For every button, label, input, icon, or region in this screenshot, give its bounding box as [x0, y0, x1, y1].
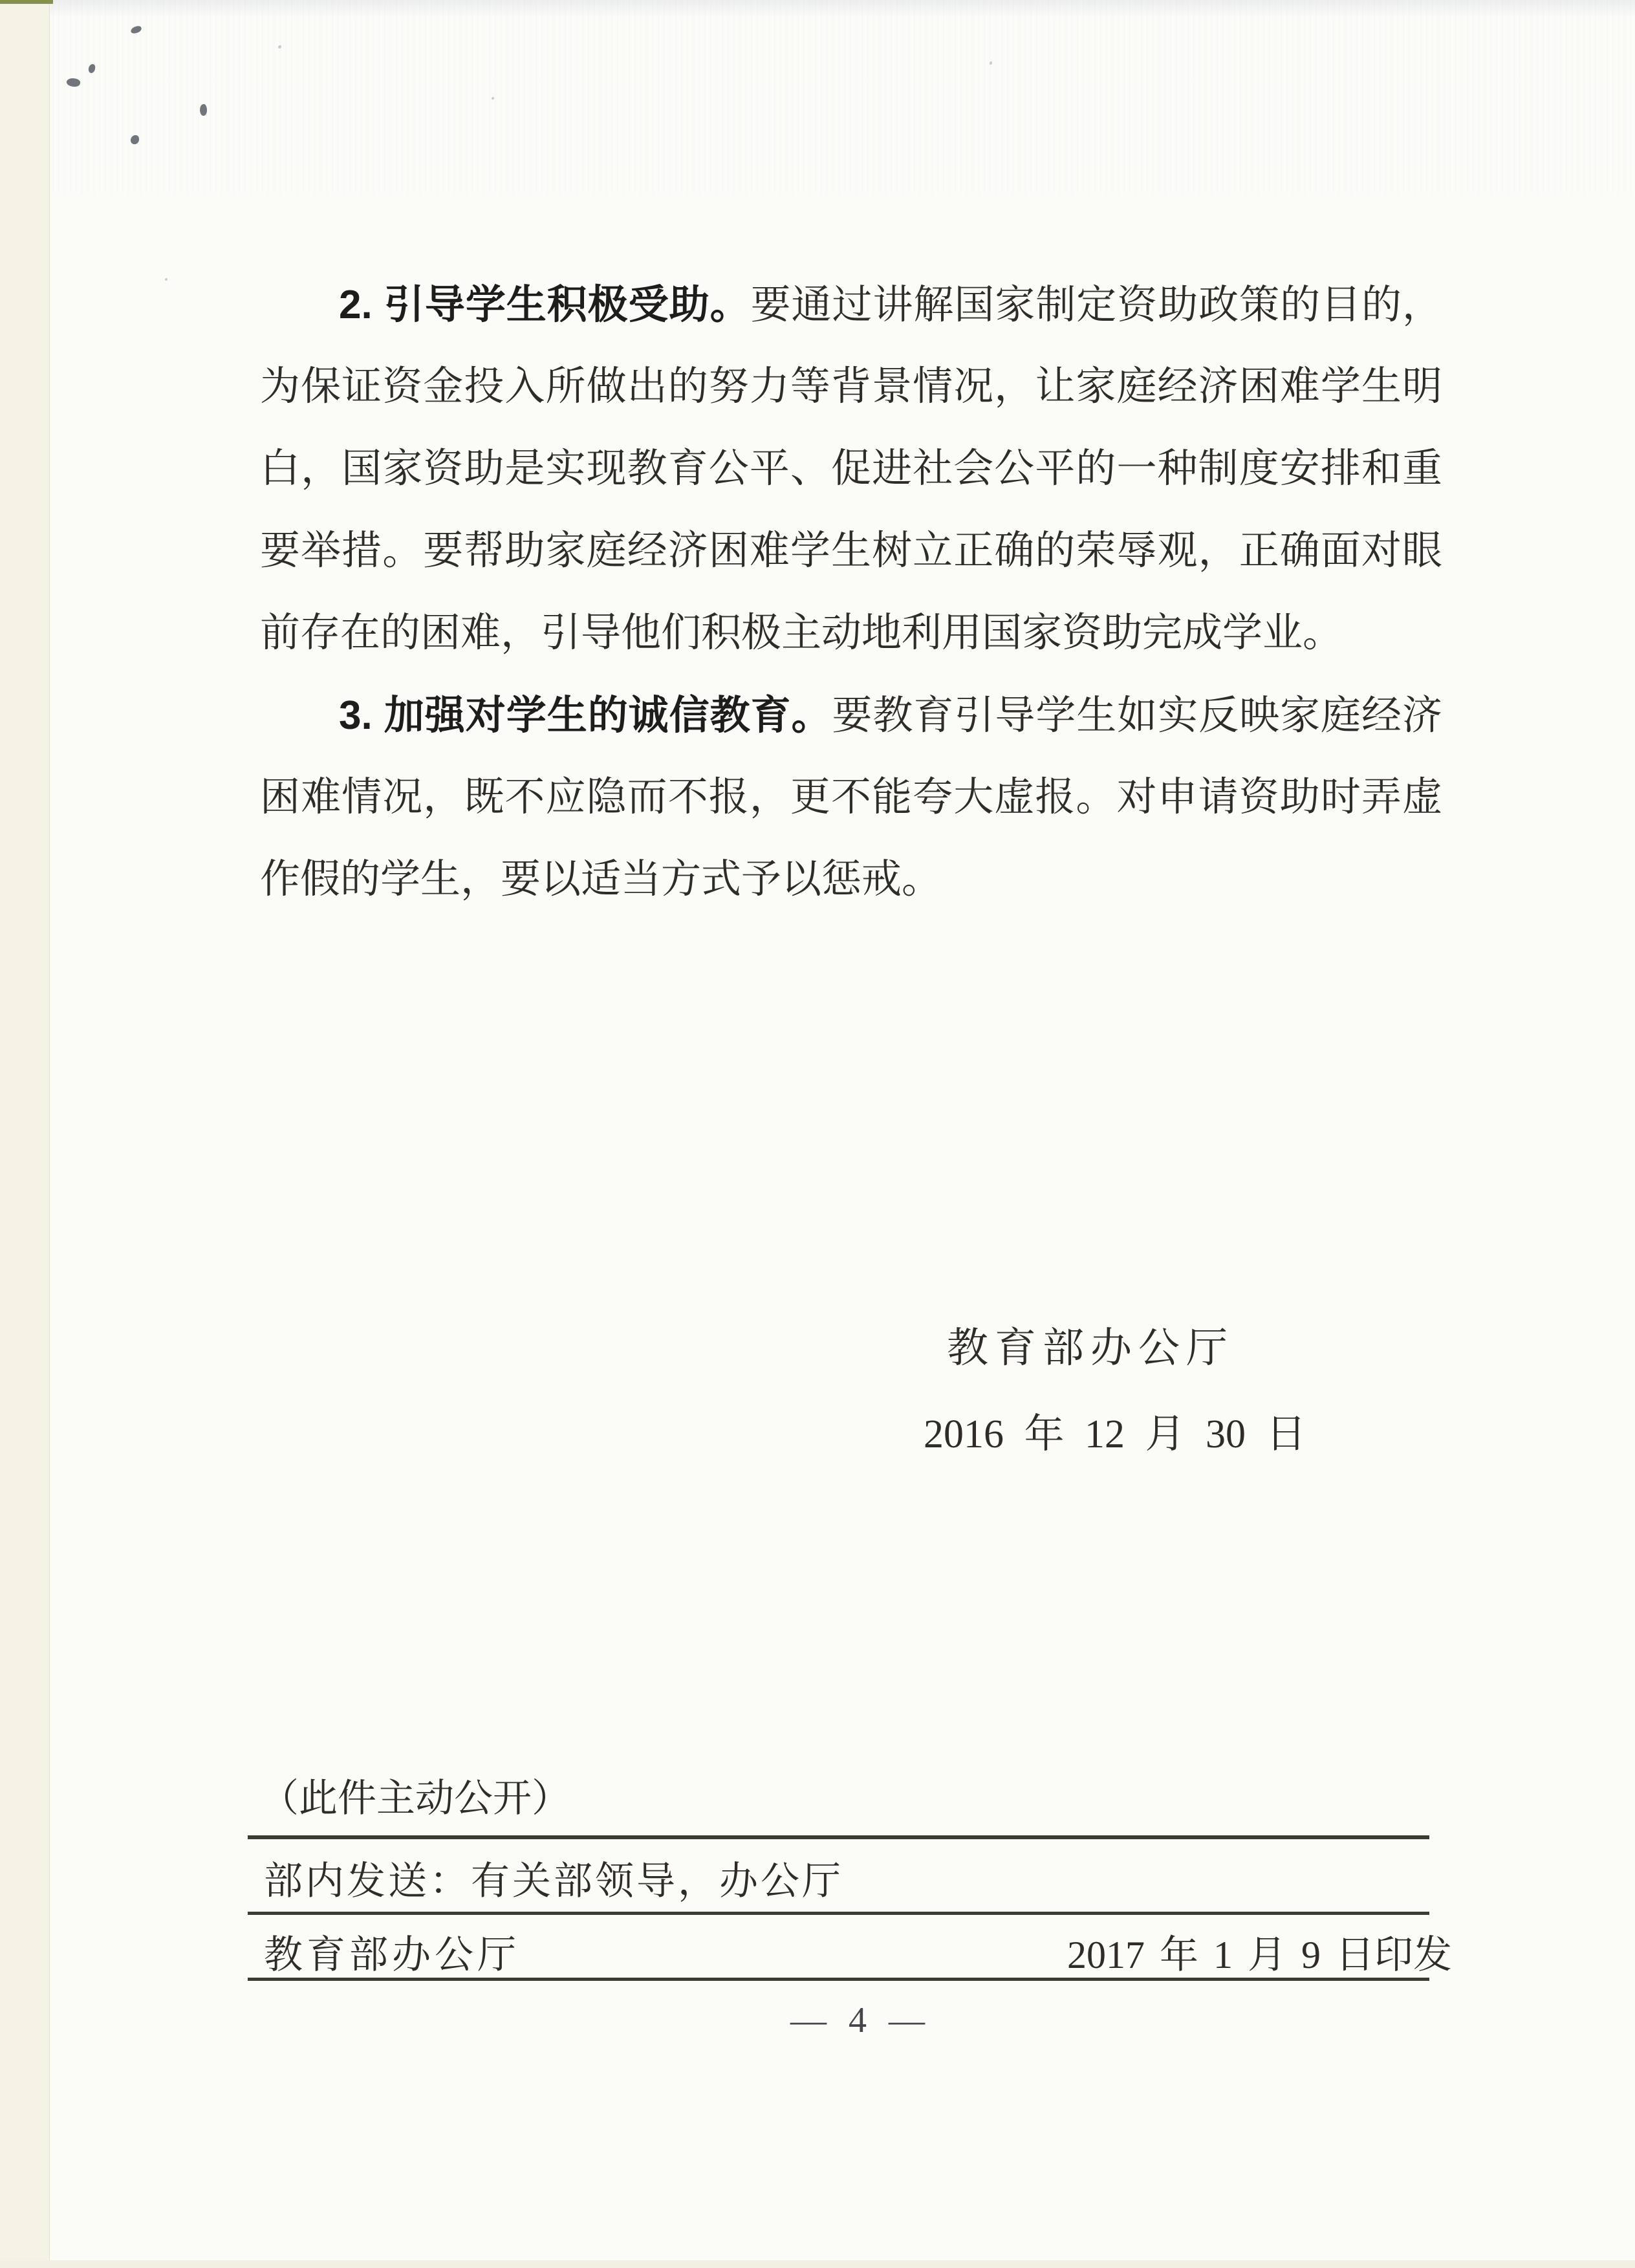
document-body [260, 264, 1442, 921]
footer-divider-middle [248, 1912, 1429, 1915]
scan-streak-texture [0, 0, 1635, 194]
footer-divider-top [248, 1835, 1429, 1839]
dust-dot [165, 278, 168, 281]
paragraph-3-line-3: 作假的学生，要以适当方式予以惩戒。 [260, 858, 942, 902]
paragraph-3-line-1-text: 要教育引导学生如实反映家庭经济 [832, 694, 1442, 738]
scanner-edge-bottom-band [0, 2260, 1635, 2268]
paragraph-2-line-3: 白，国家资助是实现教育公平、促进社会公平的一种制度安排和重 [260, 447, 1442, 491]
paragraph-2-line-1 [260, 264, 1442, 346]
paragraph-2-line-2: 为保证资金投入所做出的努力等背景情况，让家庭经济困难学生明 [260, 365, 1442, 409]
signature-organization: 教育部办公厅 [947, 1325, 1234, 1371]
footer-issuer: 教育部办公厅 [264, 1934, 520, 1976]
page-number: — 4 — [790, 2000, 931, 2040]
paragraph-3-line-2: 困难情况，既不应隐而不报，更不能夸大虚报。对申请资助时弄虚 [260, 775, 1442, 819]
paragraph-3-line-1 [260, 675, 1442, 757]
distribution-line: 部内发送：有关部领导，办公厅 [264, 1860, 843, 1903]
disclosure-note: （此件主动公开） [260, 1777, 570, 1820]
paragraph-2-line-1-text: 要通过讲解国家制定资助政策的目的， [750, 283, 1442, 327]
paragraph-2-heading: 2. 引导学生积极受助。 [339, 283, 751, 327]
scanner-corner-mark [0, 0, 53, 4]
scanner-edge-left-band [0, 0, 50, 2268]
footer-print-date: 2017 年 1 月 9 日印发 [1067, 1934, 1452, 1976]
paragraph-2-line-4: 要举措。要帮助家庭经济困难学生树立正确的荣辱观，正确面对眼 [260, 529, 1442, 573]
paragraph-2-line-5: 前存在的困难，引导他们积极主动地利用国家资助完成学业。 [260, 611, 1343, 655]
footer-divider-bottom [248, 1978, 1429, 1981]
paragraph-3-heading: 3. 加强对学生的诚信教育。 [339, 693, 832, 738]
signature-date: 2016 年 12 月 30 日 [924, 1412, 1306, 1456]
